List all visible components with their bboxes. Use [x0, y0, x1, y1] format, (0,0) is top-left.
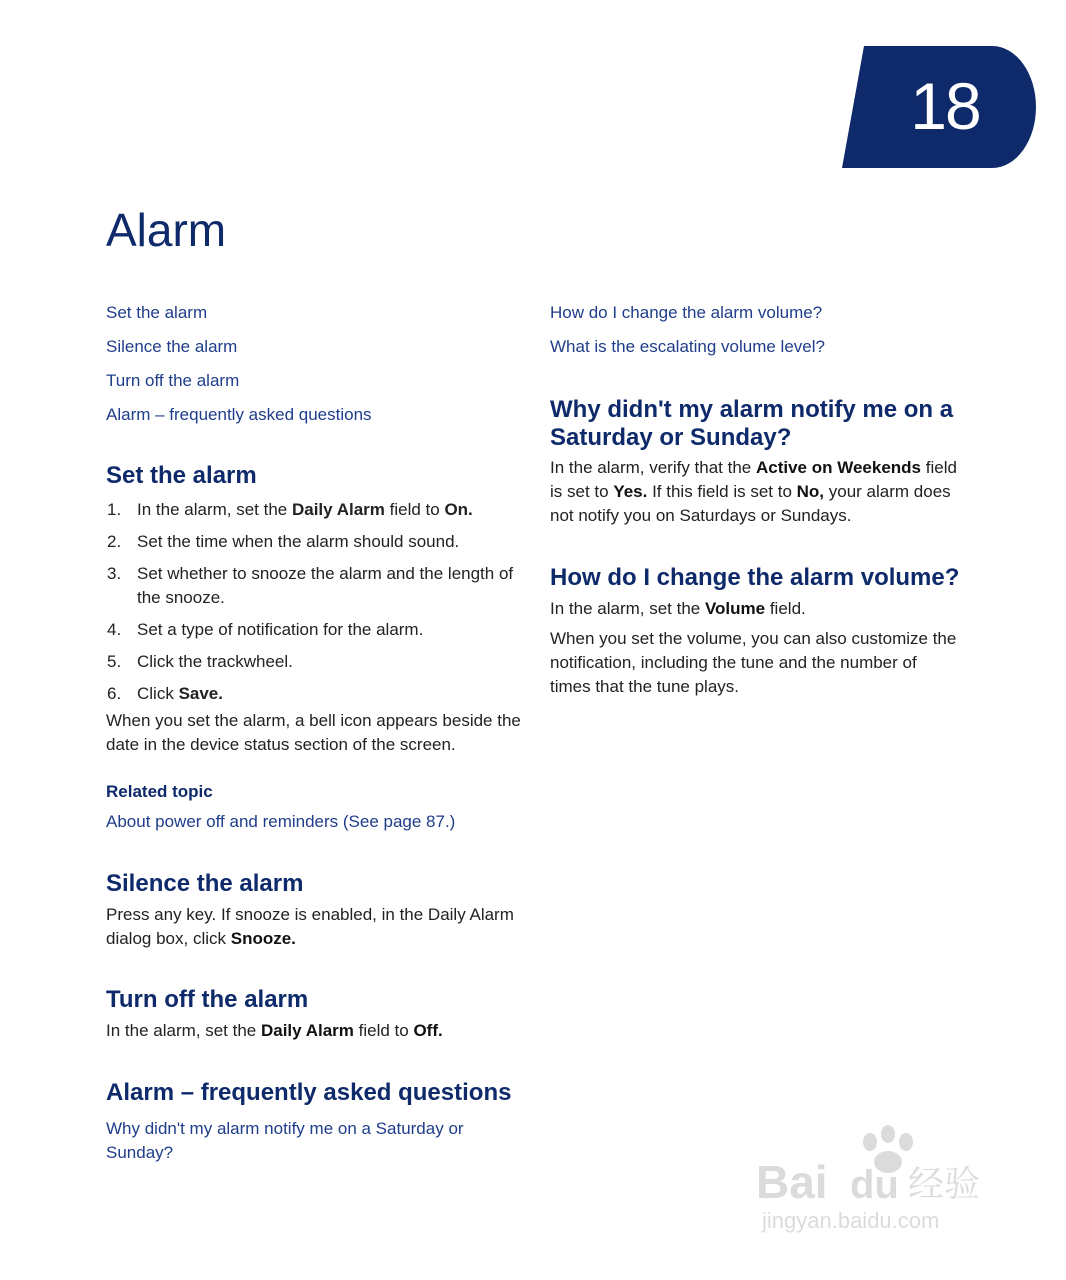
svg-text:du: du	[850, 1163, 899, 1207]
set-alarm-steps	[106, 498, 522, 714]
toc-link-escalating-volume[interactable]: What is the escalating volume level?	[550, 337, 825, 356]
toc-link-turn-off-alarm[interactable]: Turn off the alarm	[106, 371, 240, 390]
toc-link-set-alarm[interactable]: Set the alarm	[106, 303, 208, 322]
heading-silence-alarm: Silence the alarm	[106, 870, 304, 897]
silence-text: Press any key. If snooze is enabled, in the Daily Alarm dialog box, click Snooze.	[106, 905, 514, 948]
list-item: 3. Set whether to snooze the alarm and the length of the snooze.	[107, 564, 514, 607]
toc-link-silence-alarm[interactable]: Silence the alarm	[106, 337, 238, 356]
svg-text:Bai: Bai	[756, 1156, 828, 1208]
chapter-number: 18	[910, 69, 980, 143]
list-item: 1. In the alarm, set the Daily Alarm field to On.	[107, 500, 473, 519]
svg-text:经验: 经验	[908, 1164, 981, 1205]
heading-change-volume: How do I change the alarm volume?	[550, 564, 960, 591]
turn-off-text: In the alarm, set the Daily Alarm field to Off.	[106, 1021, 443, 1040]
toc-right	[550, 302, 970, 358]
volume-text-2: When you set the volume, you can also customize the notification, including the tune and the number of times that the tune plays.	[550, 629, 957, 696]
list-item: 5. Click the trackwheel.	[107, 652, 293, 671]
heading-weekend: Why didn't my alarm notify me on a Saturday or Sunday?	[550, 396, 954, 451]
toc-link-faq[interactable]: Alarm – frequently asked questions	[106, 405, 372, 424]
list-item: 2. Set the time when the alarm should sound.	[107, 532, 460, 551]
heading-faq: Alarm – frequently asked questions	[106, 1079, 512, 1106]
page-title: Alarm	[106, 204, 227, 256]
toc-link-change-volume[interactable]: How do I change the alarm volume?	[550, 303, 823, 322]
list-item: 6. Click Save.	[107, 684, 223, 703]
list-item: 4. Set a type of notification for the alarm.	[107, 620, 424, 639]
volume-text-1: In the alarm, set the Volume field.	[550, 599, 806, 618]
faq-link-weekend[interactable]: Why didn't my alarm notify me on a Saturday or Sunday?	[106, 1119, 464, 1162]
related-topic-label: Related topic	[106, 782, 213, 801]
set-alarm-note: When you set the alarm, a bell icon appears beside the date in the device status section of the screen.	[106, 711, 521, 754]
svg-text:jingyan.baidu.com: jingyan.baidu.com	[762, 1208, 940, 1233]
heading-turn-off-alarm: Turn off the alarm	[106, 986, 309, 1013]
weekend-text: In the alarm, verify that the Active on Weekends field is set to Yes. If this field is set to No, your alarm does not notify you on Saturdays or Sundays.	[550, 458, 957, 525]
heading-set-alarm: Set the alarm	[106, 462, 257, 489]
toc-left	[106, 302, 526, 426]
related-topic-link[interactable]: About power off and reminders (See page 87.)	[106, 812, 456, 831]
baidu-watermark	[752, 1120, 1012, 1240]
